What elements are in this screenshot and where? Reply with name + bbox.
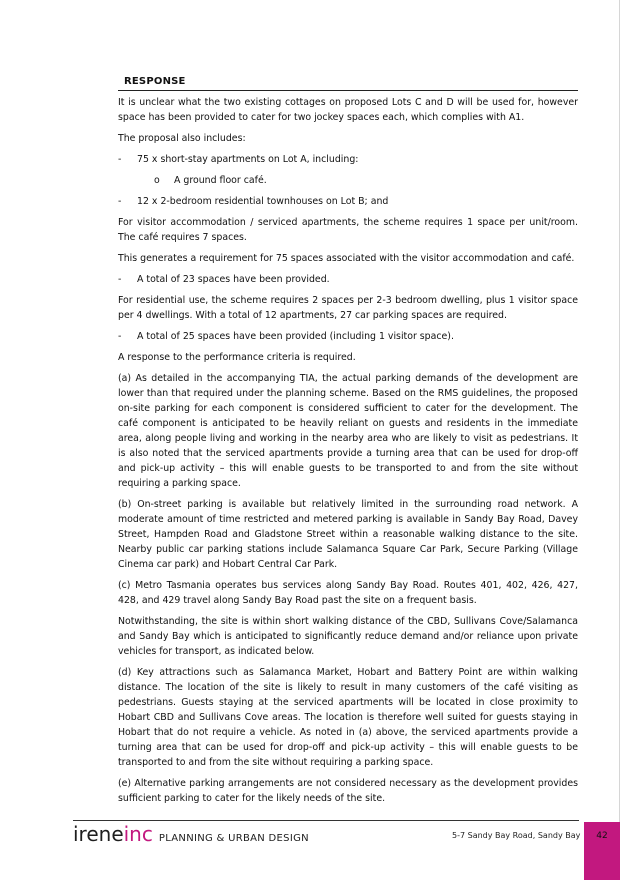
brand-irene: irene <box>73 822 124 846</box>
paragraph: A response to the performance criteria is required. <box>118 352 356 363</box>
bullet-text: 12 x 2-bedroom residential townhouses on Lot B; and <box>137 196 389 207</box>
bullet-item <box>118 152 578 167</box>
paragraph: For visitor accommodation / serviced apartments, the scheme requires 1 space per unit/room. The café requires 7 spaces. <box>118 217 578 243</box>
paragraph: It is unclear what the two existing cottages on proposed Lots C and D will be used for, however space has been provided to cater for two jockey spaces each, which complies with A1. <box>118 97 578 123</box>
paragraph: The proposal also includes: <box>118 133 246 144</box>
paragraph: This generates a requirement for 75 spaces associated with the visitor accommodation and café. <box>118 253 575 264</box>
footer-divider <box>73 820 579 821</box>
bullet-item <box>118 194 578 209</box>
page-number: 42 <box>596 831 608 841</box>
bullet-item <box>118 272 578 287</box>
bullet-dash: - <box>118 331 122 342</box>
bullet-dash: - <box>118 196 122 207</box>
brand-inc: inc <box>123 822 153 846</box>
bullet-item <box>118 329 578 344</box>
bullet-circle: o <box>154 175 160 186</box>
paragraph: Notwithstanding, the site is within short walking distance of the CBD, Sullivans Cove/Salamanca and Sandy Bay which is anticipated to significantly reduce demand and/or reliance upon private vehicles for transport, as indicated below. <box>118 616 578 657</box>
paragraph: (b) On-street parking is available but relatively limited in the surrounding road network. A moderate amount of time restricted and metered parking is available in Sandy Bay Road, Davey Street, Hampden Road and Gladstone Street within a reasonable walking distance to the site. Nearby public car parking stations include Salamanca Square Car Park, Secure Parking (Village Cinema car park) and Hobart Central Car Park. <box>118 499 578 570</box>
bullet-text: A total of 25 spaces have been provided (including 1 visitor space). <box>137 331 454 342</box>
footer-brand-logo <box>73 822 309 846</box>
paragraph: (d) Key attractions such as Salamanca Market, Hobart and Battery Point are within walking distance. The location of the site is likely to result in many customers of the café visiting as pedestrians. Guests staying at the serviced apartments will be located in close proximity to Hobart CBD and Sullivans Cove areas. The location is therefore well suited for guests staying in Hobart that do not require a vehicle. As noted in (a) above, the serviced apartments provide a turning area that can be used for drop-off and pick-up activity – this will enable guests to be transported to and from the site without requiring a parking space. <box>118 667 578 768</box>
paragraph: (e) Alternative parking arrangements are not considered necessary as the development provides sufficient parking to cater for the likely needs of the site. <box>118 778 578 804</box>
bullet-dash: - <box>118 274 122 285</box>
paragraph: (a) As detailed in the accompanying TIA, the actual parking demands of the development are lower than that required under the planning scheme. Based on the RMS guidelines, the proposed on-site parking for each component is considered sufficient to cater for the development. The café component is anticipated to be heavily reliant on guests and residents in the immediate area, along people living and working in the nearby area who are likely to visit as pedestrians. It is also noted that the serviced apartments provide a turning area that can be used for drop-off and pick-up activity – this will enable guests to be transported to and from the site without requiring a parking space. <box>118 373 578 489</box>
section-heading: RESPONSE <box>118 76 578 91</box>
brand-tagline: PLANNING & URBAN DESIGN <box>158 833 309 844</box>
sub-bullet-item <box>154 173 578 188</box>
bullet-text: A ground floor café. <box>174 175 267 186</box>
bullet-text: 75 x short-stay apartments on Lot A, including: <box>137 154 359 165</box>
paragraph: (c) Metro Tasmania operates bus services along Sandy Bay Road. Routes 401, 402, 426, 427, 428, and 429 travel along Sandy Bay Road past the site on a frequent basis. <box>118 580 578 606</box>
document-body <box>118 76 578 812</box>
page-number-box <box>584 822 620 880</box>
bullet-dash: - <box>118 154 122 165</box>
page-edge <box>619 0 620 880</box>
paragraph: For residential use, the scheme requires 2 spaces per 2-3 bedroom dwelling, plus 1 visitor space per 4 dwellings. With a total of 12 apartments, 27 car parking spaces are required. <box>118 295 578 321</box>
bullet-text: A total of 23 spaces have been provided. <box>137 274 330 285</box>
footer-address: 5-7 Sandy Bay Road, Sandy Bay <box>452 831 581 840</box>
